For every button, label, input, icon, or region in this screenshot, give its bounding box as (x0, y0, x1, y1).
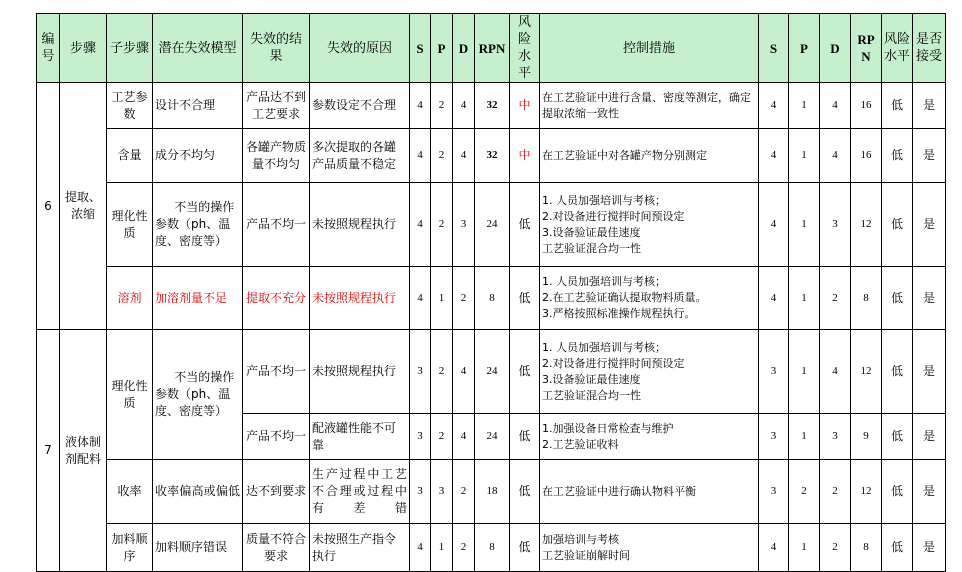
s2-cell: 4 (759, 267, 789, 330)
s-cell: 4 (410, 183, 431, 267)
cause-cell: 参数设定不合理 (310, 83, 410, 129)
risk2-cell: 低 (882, 414, 913, 460)
accept-cell: 是 (913, 330, 946, 414)
p-cell: 1 (431, 267, 453, 330)
control-cell (540, 83, 759, 129)
rpn2-cell: 16 (851, 129, 882, 183)
control-line: 2.工艺验证收料 (542, 437, 619, 451)
d2-cell: 3 (820, 414, 851, 460)
control-line: 工艺验证混合均一性 (542, 388, 641, 402)
risk2-cell: 低 (882, 330, 913, 414)
substep-cell: 理化性质 (107, 183, 153, 267)
table-row (37, 524, 946, 572)
header-risk2: 风险水平 (882, 14, 913, 83)
effect-cell: 产品不均一 (243, 330, 310, 414)
d2-cell: 3 (820, 183, 851, 267)
effect-cell: 达不到要求 (243, 460, 310, 524)
control-line: 工艺验证崩解时间 (542, 548, 630, 562)
p2-cell: 1 (789, 129, 820, 183)
substep-cell: 含量 (107, 129, 153, 183)
p-cell: 2 (431, 129, 453, 183)
control-line: 3.设备验证最佳速度 (542, 372, 641, 386)
mode-cell: 加料顺序错误 (153, 524, 243, 572)
rpn-cell: 8 (475, 524, 510, 572)
risk-cell: 中 (510, 129, 540, 183)
s2-cell: 4 (759, 129, 789, 183)
control-line: 在工艺验证中对各罐产物分别测定 (542, 148, 707, 162)
cause-cell: 配液罐性能不可靠 (310, 414, 410, 460)
p2-cell: 1 (789, 524, 820, 572)
risk-cell: 低 (510, 460, 540, 524)
risk-cell: 低 (510, 267, 540, 330)
control-line: 3.严格按照标准操作规程执行。 (542, 307, 696, 320)
control-cell (540, 267, 759, 330)
rpn2-cell: 12 (851, 183, 882, 267)
rpn-cell: 32 (475, 129, 510, 183)
rpn2-cell: 8 (851, 267, 882, 330)
header-s: S (410, 14, 431, 83)
header-p2: P (789, 14, 820, 83)
group-no: 6 (37, 83, 60, 330)
control-cell (540, 414, 759, 460)
header-d2: D (820, 14, 851, 83)
control-cell (540, 524, 759, 572)
s-cell: 3 (410, 460, 431, 524)
d-cell: 4 (453, 414, 475, 460)
mode-cell: 不当的操作参数（ph、温度、密度等） (153, 183, 243, 267)
rpn-cell: 18 (475, 460, 510, 524)
control-cell (540, 129, 759, 183)
cause-cell: 多次提取的各罐产品质量不稳定 (310, 129, 410, 183)
cause-cell: 生产过程中工艺不合理或过程中有差错 (310, 460, 410, 524)
accept-cell: 是 (913, 129, 946, 183)
substep-cell: 加料顺序 (107, 524, 153, 572)
header-cause: 失效的原因 (310, 14, 410, 83)
s2-cell: 3 (759, 460, 789, 524)
s-cell: 4 (410, 129, 431, 183)
cause-cell: 未按照规程执行 (310, 330, 410, 414)
risk2-cell: 低 (882, 83, 913, 129)
control-line: 工艺验证混合均一性 (542, 241, 641, 255)
d2-cell: 2 (820, 267, 851, 330)
mode-cell: 设计不合理 (153, 83, 243, 129)
s2-cell: 4 (759, 83, 789, 129)
header-step: 步骤 (60, 14, 107, 83)
risk-cell: 低 (510, 414, 540, 460)
d-cell: 2 (453, 267, 475, 330)
control-line: 在工艺验证中进行确认物料平衡 (542, 484, 696, 498)
table-row (37, 129, 946, 183)
mode-cell: 成分不均匀 (153, 129, 243, 183)
accept-cell: 是 (913, 267, 946, 330)
control-cell (540, 183, 759, 267)
rpn-cell: 24 (475, 183, 510, 267)
effect-cell: 产品不均一 (243, 414, 310, 460)
table-row (37, 267, 946, 330)
control-line: 1. 人员加强培训与考核； (542, 340, 666, 354)
risk-cell: 低 (510, 183, 540, 267)
p-cell: 2 (431, 83, 453, 129)
table-row (37, 83, 946, 129)
p-cell: 2 (431, 330, 453, 414)
rpn2-cell: 12 (851, 330, 882, 414)
s2-cell: 3 (759, 414, 789, 460)
control-line: 2.在工艺验证确认提取物料质量。 (542, 291, 707, 304)
table-row (37, 330, 946, 414)
d2-cell: 4 (820, 129, 851, 183)
accept-cell: 是 (913, 183, 946, 267)
table-row (37, 460, 946, 524)
control-line: 2.对设备进行搅拌时间预设定 (542, 209, 685, 223)
control-line: 在工艺验证中进行含量、密度等测定，确定提取浓缩一致性 (542, 90, 751, 120)
accept-cell: 是 (913, 460, 946, 524)
substep-cell: 理化性质 (107, 330, 153, 460)
rpn2-cell: 16 (851, 83, 882, 129)
d-cell: 4 (453, 129, 475, 183)
risk2-cell: 低 (882, 183, 913, 267)
effect-cell: 产品不均一 (243, 183, 310, 267)
control-line: 1. 人员加强培训与考核； (542, 193, 666, 207)
rpn-cell: 8 (475, 267, 510, 330)
header-row (37, 14, 946, 83)
substep-cell: 溶剂 (107, 267, 153, 330)
p2-cell: 1 (789, 83, 820, 129)
risk-cell: 低 (510, 524, 540, 572)
s-cell: 4 (410, 83, 431, 129)
table-row (37, 183, 946, 267)
rpn2-cell: 9 (851, 414, 882, 460)
s-cell: 3 (410, 330, 431, 414)
d-cell: 2 (453, 460, 475, 524)
control-line: 2.对设备进行搅拌时间预设定 (542, 356, 685, 370)
effect-cell: 产品达不到工艺要求 (243, 83, 310, 129)
d-cell: 3 (453, 183, 475, 267)
d-cell: 4 (453, 330, 475, 414)
risk-cell: 低 (510, 330, 540, 414)
s-cell: 3 (410, 414, 431, 460)
fmea-table (36, 13, 946, 572)
effect-cell: 各罐产物质量不均匀 (243, 129, 310, 183)
mode-cell: 不当的操作参数（ph、温度、密度等） (153, 330, 243, 460)
risk2-cell: 低 (882, 129, 913, 183)
risk2-cell: 低 (882, 267, 913, 330)
cause-cell: 未按照规程执行 (310, 267, 410, 330)
header-s2: S (759, 14, 789, 83)
cause-cell: 未按照规程执行 (310, 183, 410, 267)
d-cell: 2 (453, 524, 475, 572)
mode-cell: 收率偏高或偏低 (153, 460, 243, 524)
control-line: 1.加强设备日常检查与维护 (542, 421, 674, 435)
header-p: P (431, 14, 453, 83)
d-cell: 4 (453, 83, 475, 129)
d2-cell: 4 (820, 330, 851, 414)
header-mode: 潜在失效模型 (153, 14, 243, 83)
substep-cell: 收率 (107, 460, 153, 524)
control-line: 3.设备验证最佳速度 (542, 225, 641, 239)
header-accept: 是否接受 (913, 14, 946, 83)
control-line: 1. 人员加强培训与考核； (542, 275, 666, 288)
header-substep: 子步骤 (107, 14, 153, 83)
s-cell: 4 (410, 524, 431, 572)
group-step: 提取、浓缩 (60, 83, 107, 330)
risk2-cell: 低 (882, 460, 913, 524)
p-cell: 1 (431, 524, 453, 572)
risk2-cell: 低 (882, 524, 913, 572)
s-cell: 4 (410, 267, 431, 330)
header-rpn2: RPN (851, 14, 882, 83)
header-effect: 失效的结果 (243, 14, 310, 83)
group-step: 液体制剂配料 (60, 330, 107, 572)
header-no: 编号 (37, 14, 60, 83)
header-rpn: RPN (475, 14, 510, 83)
p2-cell: 1 (789, 267, 820, 330)
control-cell (540, 460, 759, 524)
rpn2-cell: 8 (851, 524, 882, 572)
effect-cell: 提取不充分 (243, 267, 310, 330)
s2-cell: 4 (759, 524, 789, 572)
header-control: 控制措施 (540, 14, 759, 83)
header-risk: 风险水平 (510, 14, 540, 83)
s2-cell: 3 (759, 330, 789, 414)
control-line: 加强培训与考核 (542, 532, 619, 546)
d2-cell: 2 (820, 524, 851, 572)
p2-cell: 2 (789, 460, 820, 524)
accept-cell: 是 (913, 83, 946, 129)
accept-cell: 是 (913, 524, 946, 572)
p2-cell: 1 (789, 330, 820, 414)
cause-cell: 未按照生产指令执行 (310, 524, 410, 572)
header-d: D (453, 14, 475, 83)
mode-cell: 加溶剂量不足 (153, 267, 243, 330)
rpn-cell: 24 (475, 414, 510, 460)
effect-cell: 质量不符合要求 (243, 524, 310, 572)
accept-cell: 是 (913, 414, 946, 460)
p-cell: 2 (431, 183, 453, 267)
p2-cell: 1 (789, 183, 820, 267)
group-no: 7 (37, 330, 60, 572)
control-cell (540, 330, 759, 414)
rpn-cell: 32 (475, 83, 510, 129)
p-cell: 2 (431, 414, 453, 460)
rpn2-cell: 12 (851, 460, 882, 524)
substep-cell: 工艺参数 (107, 83, 153, 129)
d2-cell: 2 (820, 460, 851, 524)
rpn-cell: 24 (475, 330, 510, 414)
p-cell: 3 (431, 460, 453, 524)
s2-cell: 4 (759, 183, 789, 267)
risk-cell: 中 (510, 83, 540, 129)
p2-cell: 1 (789, 414, 820, 460)
d2-cell: 4 (820, 83, 851, 129)
